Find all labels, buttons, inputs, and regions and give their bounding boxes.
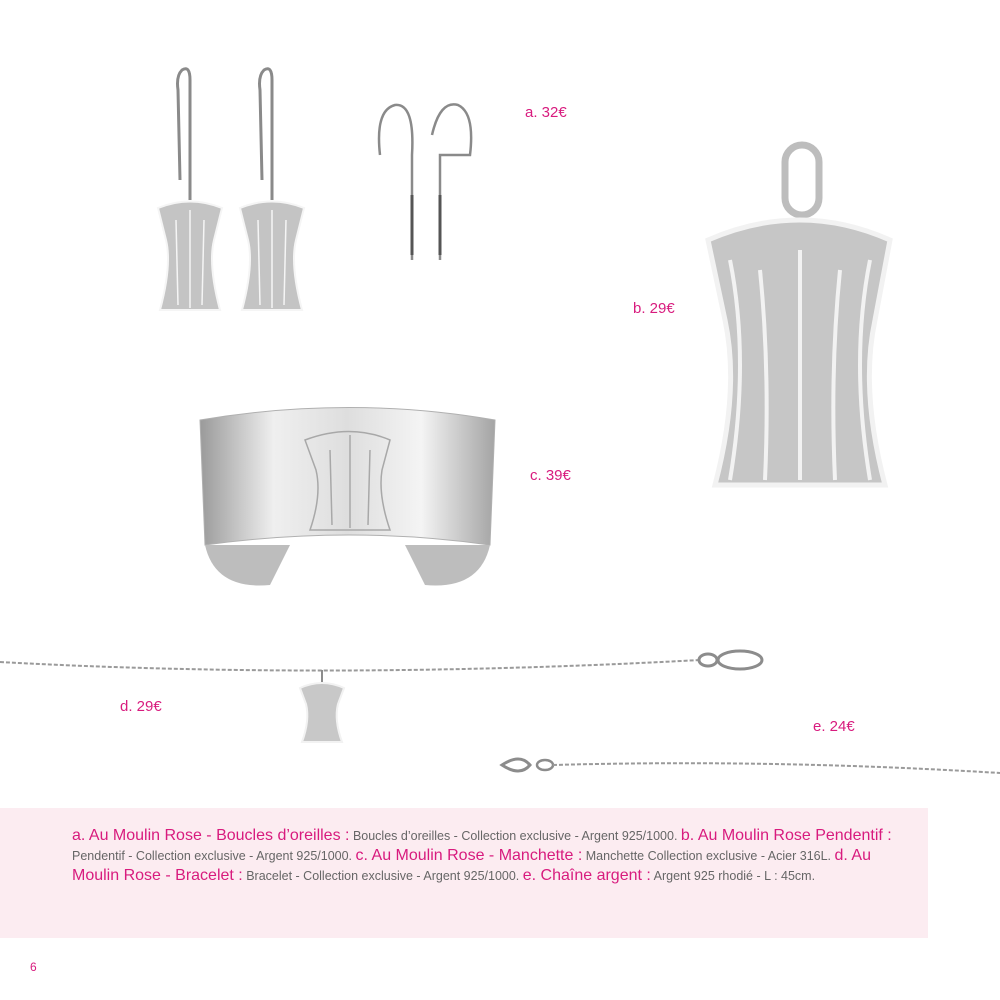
price-b: b. 29€ <box>633 300 675 317</box>
caption-text-c: Manchette Collection exclusive - Acier 316L. <box>582 849 835 863</box>
caption-title-c: c. Au Moulin Rose - Manchette : <box>355 847 583 864</box>
corset-pendant-image <box>690 140 910 490</box>
caption-text-a: Boucles d’oreilles - Collection exclusive - Argent 925/1000. <box>349 829 681 843</box>
caption-title-d: d. Au Moulin Rose - Bracelet : <box>72 847 871 884</box>
caption-title-e: e. Chaîne argent : <box>522 867 651 884</box>
corset-bracelet-image <box>0 640 770 750</box>
caption-text-b: Pendentif - Collection exclusive - Argent 925/1000. <box>72 849 356 863</box>
silver-chain-image <box>490 745 1000 785</box>
caption-text-e: Argent 925 rhodié - L : 45cm. <box>650 869 816 883</box>
page-number: 6 <box>30 960 37 974</box>
price-e: e. 24€ <box>813 718 855 735</box>
price-c: c. 39€ <box>530 467 571 484</box>
price-a: a. 32€ <box>525 104 567 121</box>
caption-text-d: Bracelet - Collection exclusive - Argent 925/1000. <box>242 869 523 883</box>
caption-title-a: a. Au Moulin Rose - Boucles d’oreilles : <box>72 827 350 844</box>
product-descriptions <box>72 826 892 886</box>
caption-title-b: b. Au Moulin Rose Pendentif : <box>680 827 892 844</box>
corset-earrings-front-image <box>140 60 320 320</box>
price-d: d. 29€ <box>120 698 162 715</box>
corset-cuff-image <box>190 395 510 600</box>
corset-earrings-side-image <box>370 95 480 275</box>
